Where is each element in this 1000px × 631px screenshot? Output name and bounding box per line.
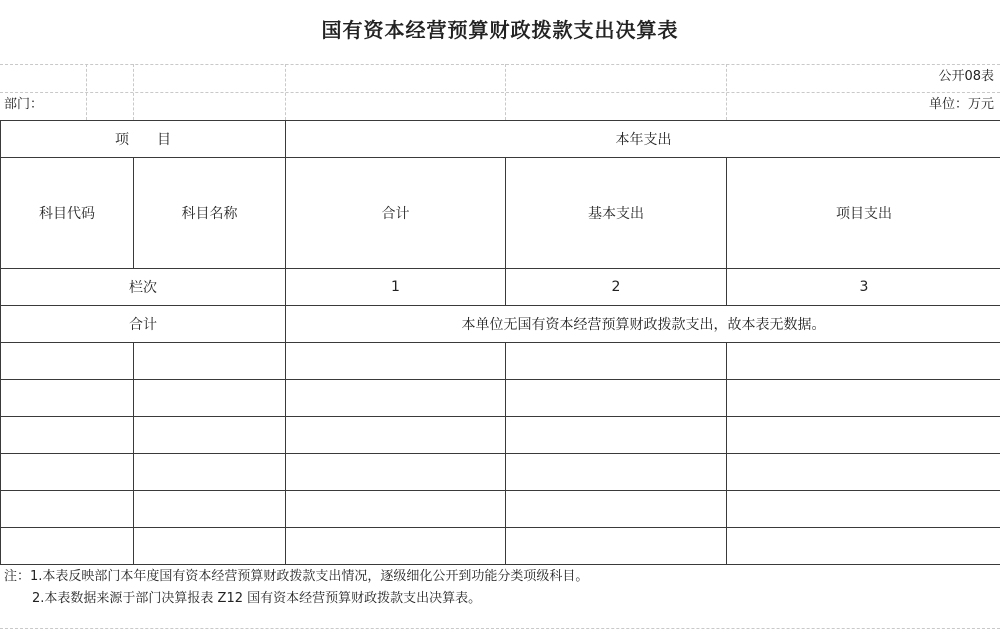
- table-row: [1, 528, 1000, 565]
- unit-label: 单位：万元: [928, 97, 994, 112]
- basic-header: 基本支出: [506, 158, 727, 269]
- header-row-2: [1, 158, 1000, 269]
- column-number-2: 2: [506, 269, 727, 306]
- header-row-1: [1, 121, 1000, 158]
- no-data-message: 本单位无国有资本经营预算财政拨款支出，故本表无数据。: [286, 306, 1000, 343]
- table-row: [1, 380, 1000, 417]
- header-guide-middle: [0, 92, 1000, 93]
- column-number-3: 3: [727, 269, 1000, 306]
- column-number-label: 栏次: [1, 269, 286, 306]
- column-number-row: [1, 269, 1000, 306]
- note-line-2: 2.本表数据来源于部门决算报表 Z12 国有资本经营预算财政拨款支出决算表。: [32, 591, 482, 606]
- budget-expenditure-table: [0, 120, 1000, 565]
- header-guide-col: [726, 64, 727, 120]
- column-number-1: 1: [286, 269, 506, 306]
- total-row: [1, 306, 1000, 343]
- current-year-header: 本年支出: [286, 121, 1000, 158]
- footer-guide: [0, 628, 1000, 629]
- header-guide-col: [133, 64, 134, 120]
- header-guide-col: [505, 64, 506, 120]
- code-header: 科目代码: [1, 158, 134, 269]
- page-title: 国有资本经营预算财政拨款支出决算表: [321, 18, 679, 42]
- header-guide-top: [0, 64, 1000, 65]
- total-row-label: 合计: [1, 306, 286, 343]
- form-number: 公开08表: [938, 69, 994, 84]
- project-header: 项目支出: [727, 158, 1000, 269]
- total-header: 合计: [286, 158, 506, 269]
- header-guide-col: [285, 64, 286, 120]
- header-guide-col: [86, 64, 87, 120]
- item-header: 项 目: [1, 121, 286, 158]
- table-row: [1, 417, 1000, 454]
- department-label: 部门：: [4, 97, 44, 112]
- table-row: [1, 491, 1000, 528]
- table-row: [1, 343, 1000, 380]
- note-line-1: 注：1.本表反映部门本年度国有资本经营预算财政拨款支出情况，逐级细化公开到功能分类项级科目。: [4, 569, 589, 584]
- table-row: [1, 454, 1000, 491]
- name-header: 科目名称: [134, 158, 286, 269]
